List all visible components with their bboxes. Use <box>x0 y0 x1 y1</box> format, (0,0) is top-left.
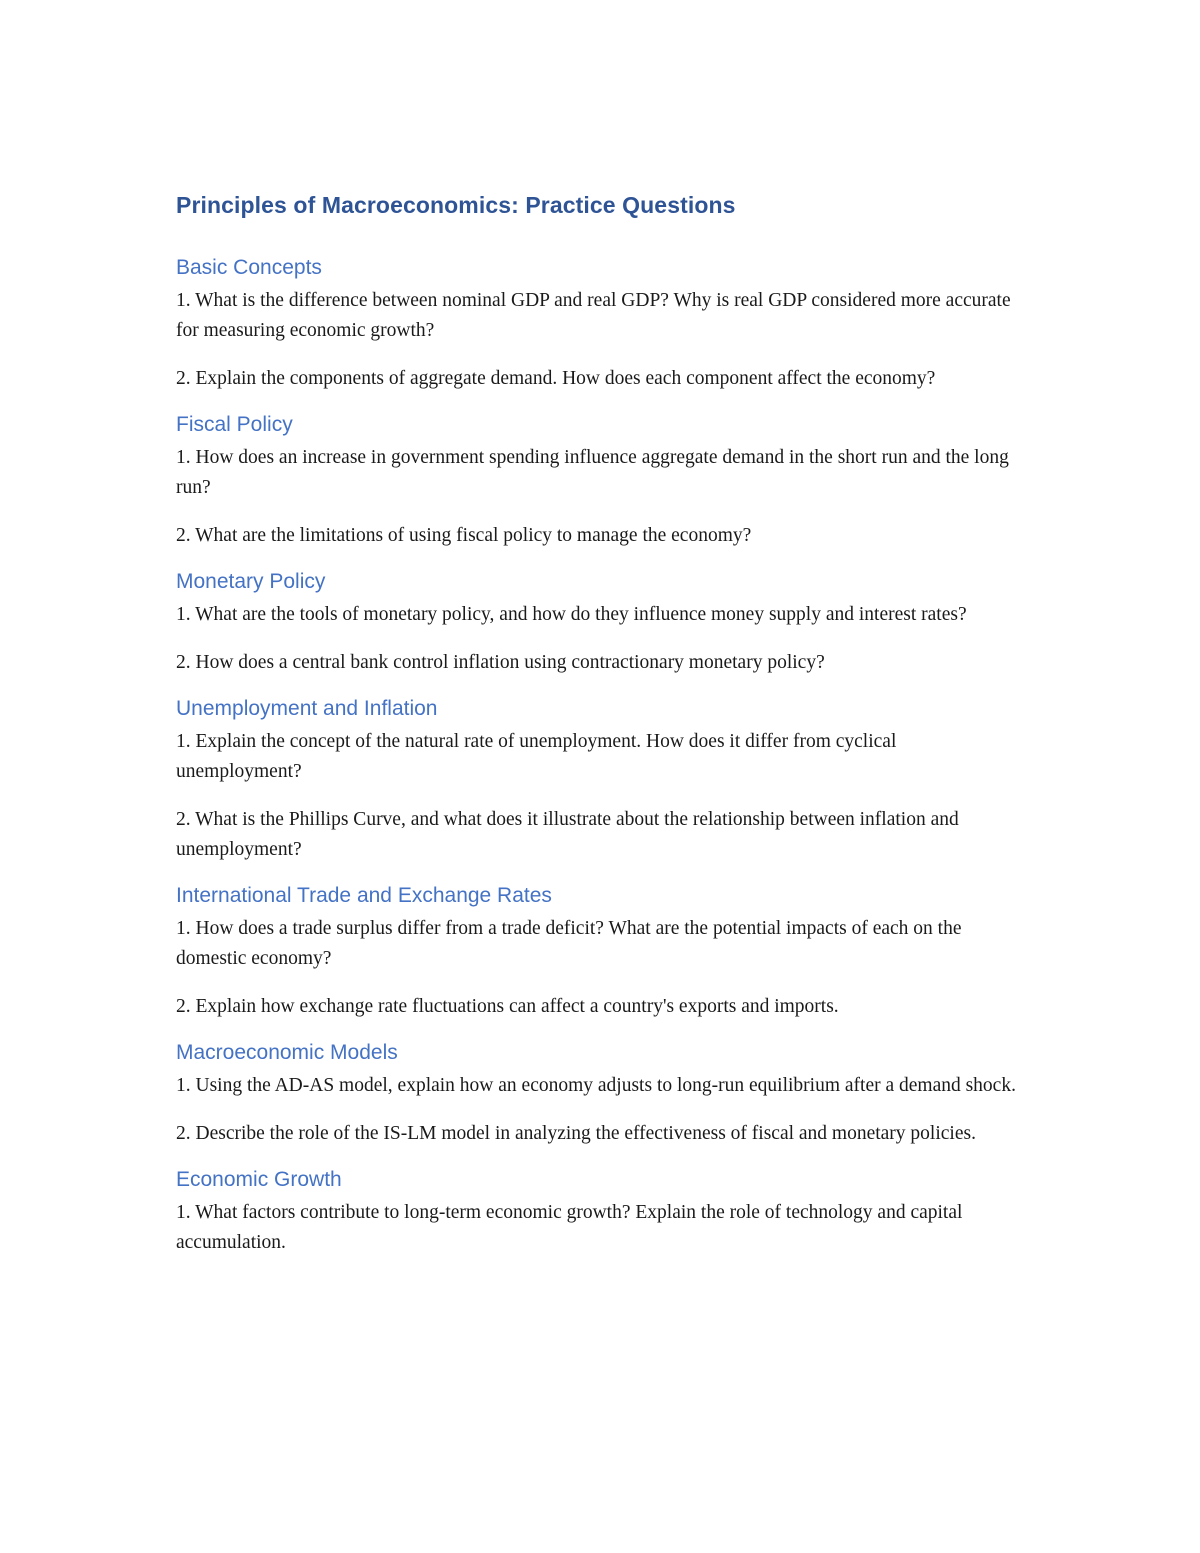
section-heading: Macroeconomic Models <box>176 1041 398 1064</box>
question-item: 2. What is the Phillips Curve, and what does it illustrate about the relationship between inflation and unemployment? <box>176 809 959 860</box>
question-item: 1. How does a trade surplus differ from a trade deficit? What are the potential impacts of each on the domestic economy? <box>176 918 962 969</box>
section-heading: Unemployment and Inflation <box>176 697 438 720</box>
question-item: 1. What are the tools of monetary policy, and how do they influence money supply and interest rates? <box>176 604 967 625</box>
question-item: 1. What is the difference between nominal GDP and real GDP? Why is real GDP considered more accurate for measuring economic growth? <box>176 290 1011 341</box>
section-macroeconomic-models <box>176 1038 1024 1149</box>
section-heading: International Trade and Exchange Rates <box>176 884 552 907</box>
document-title: Principles of Macroeconomics: Practice Questions <box>176 192 736 218</box>
section-international-trade <box>176 881 1024 1022</box>
question-item: 1. What factors contribute to long-term economic growth? Explain the role of technology and capital accumulation. <box>176 1202 963 1253</box>
question-item: 1. Using the AD-AS model, explain how an economy adjusts to long-run equilibrium after a demand shock. <box>176 1075 1016 1096</box>
document-page <box>176 188 1024 1274</box>
question-item: 2. What are the limitations of using fiscal policy to manage the economy? <box>176 525 752 546</box>
section-monetary-policy <box>176 567 1024 678</box>
section-unemployment-inflation <box>176 694 1024 865</box>
question-item: 2. Explain how exchange rate fluctuations can affect a country's exports and imports. <box>176 996 839 1017</box>
section-heading: Economic Growth <box>176 1168 342 1191</box>
question-item: 2. Describe the role of the IS-LM model in analyzing the effectiveness of fiscal and monetary policies. <box>176 1123 976 1144</box>
section-heading: Fiscal Policy <box>176 413 293 436</box>
section-fiscal-policy <box>176 410 1024 551</box>
question-item: 1. Explain the concept of the natural rate of unemployment. How does it differ from cyclical unemployment? <box>176 731 897 782</box>
section-heading: Monetary Policy <box>176 570 326 593</box>
question-item: 1. How does an increase in government spending influence aggregate demand in the short run and the long run? <box>176 447 1009 498</box>
section-economic-growth <box>176 1165 1024 1258</box>
question-item: 2. How does a central bank control inflation using contractionary monetary policy? <box>176 652 825 673</box>
section-heading: Basic Concepts <box>176 256 322 279</box>
question-item: 2. Explain the components of aggregate demand. How does each component affect the economy? <box>176 368 936 389</box>
section-basic-concepts <box>176 253 1024 394</box>
